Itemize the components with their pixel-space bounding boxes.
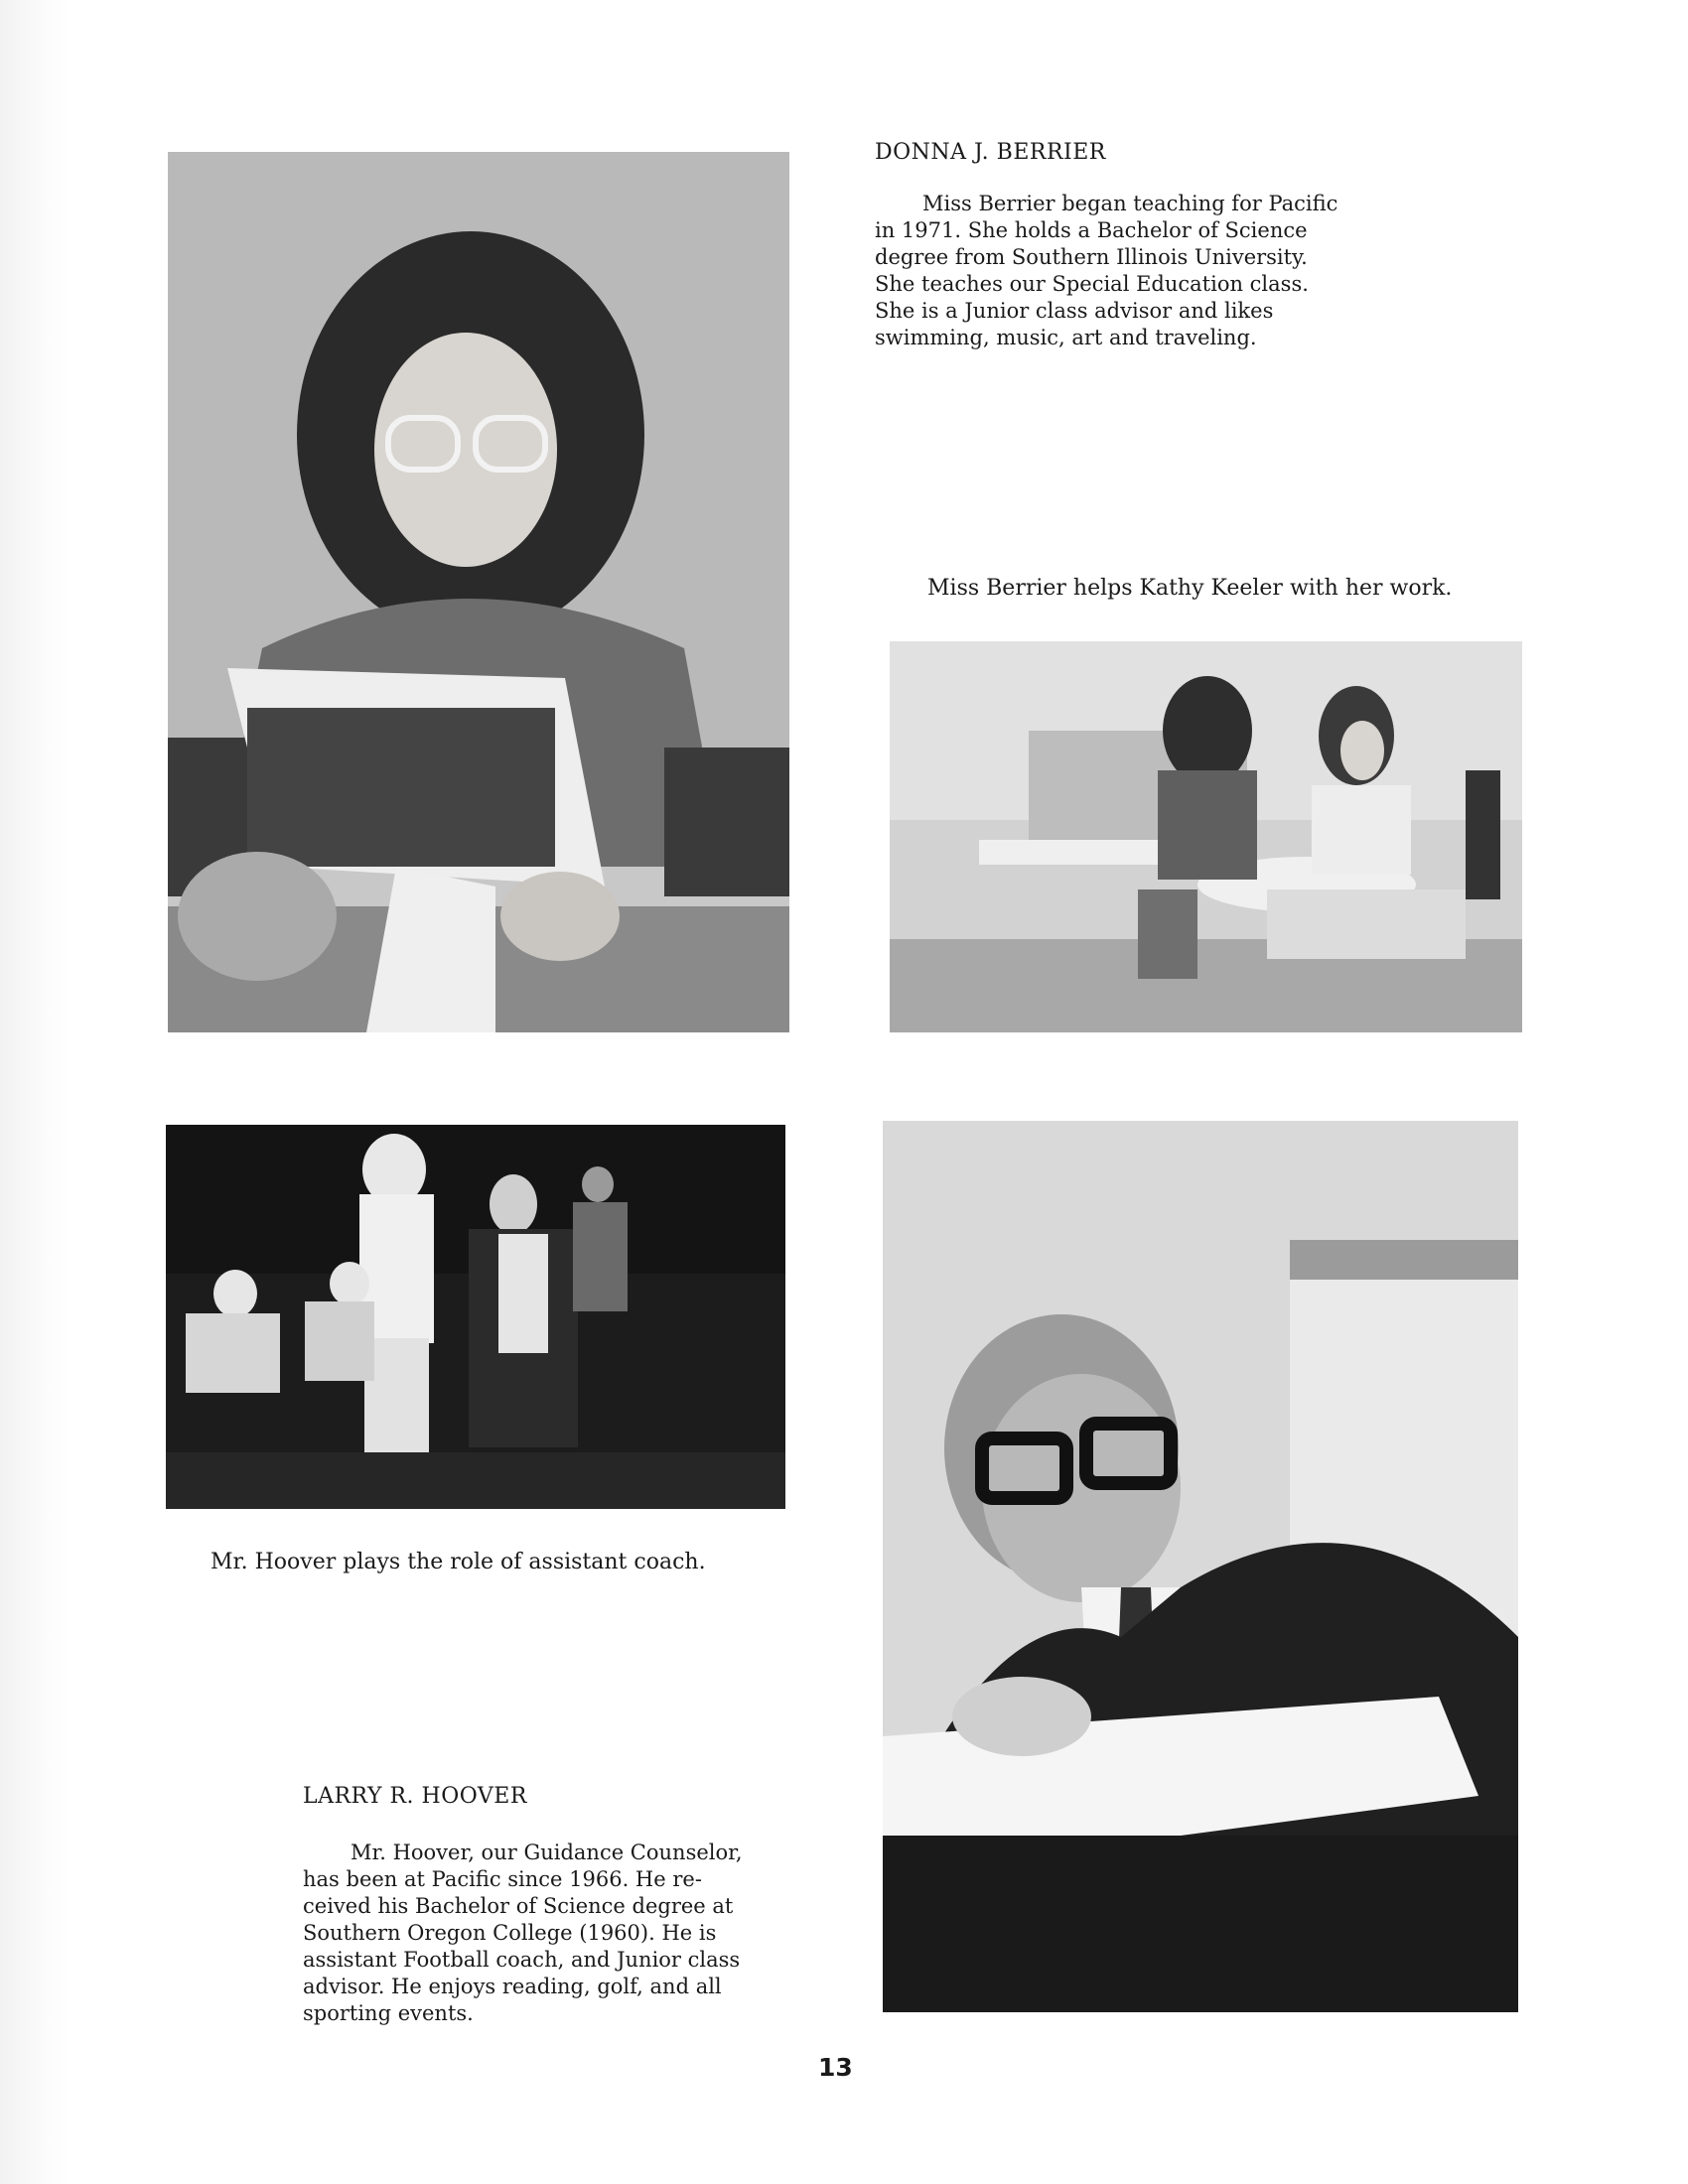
- berrier-bio: [875, 191, 1337, 351]
- berrier-bio-line: swimming, music, art and traveling.: [875, 326, 1257, 349]
- hoover-bio-line: Southern Oregon College (1960). He is: [303, 1921, 717, 1945]
- berrier-class-caption: Miss Berrier helps Kathy Keeler with her work.: [927, 576, 1453, 601]
- berrier-bio-line: Miss Berrier began teaching for Pacific: [922, 192, 1338, 215]
- berrier-bio-line: She is a Junior class advisor and likes: [875, 299, 1274, 323]
- hoover-name-heading: LARRY R. HOOVER: [303, 1784, 527, 1809]
- page-number: 13: [818, 2053, 853, 2082]
- hoover-bio-line: has been at Pacific since 1966. He re-: [303, 1867, 702, 1891]
- scan-edge-shadow: [0, 0, 71, 2184]
- berrier-portrait-photo: [168, 152, 789, 1032]
- berrier-bio-line: in 1971. She holds a Bachelor of Science: [875, 218, 1308, 242]
- berrier-bio-line: degree from Southern Illinois University.: [875, 245, 1308, 269]
- berrier-name-heading: DONNA J. BERRIER: [875, 140, 1106, 165]
- hoover-bio-line: ceived his Bachelor of Science degree at: [303, 1894, 734, 1918]
- hoover-bio: [303, 1840, 743, 2027]
- berrier-bio-line: She teaches our Special Education class.: [875, 272, 1309, 296]
- berrier-classroom-photo: [890, 641, 1522, 1032]
- hoover-football-caption: Mr. Hoover plays the role of assistant coach.: [211, 1550, 706, 1574]
- hoover-bio-line: assistant Football coach, and Junior class: [303, 1948, 741, 1972]
- hoover-bio-line: Mr. Hoover, our Guidance Counselor,: [351, 1841, 743, 1864]
- hoover-portrait-photo: [883, 1121, 1518, 2012]
- football-sideline-photo: [166, 1125, 785, 1509]
- hoover-bio-line: sporting events.: [303, 2001, 474, 2025]
- hoover-bio-line: advisor. He enjoys reading, golf, and all: [303, 1975, 722, 1998]
